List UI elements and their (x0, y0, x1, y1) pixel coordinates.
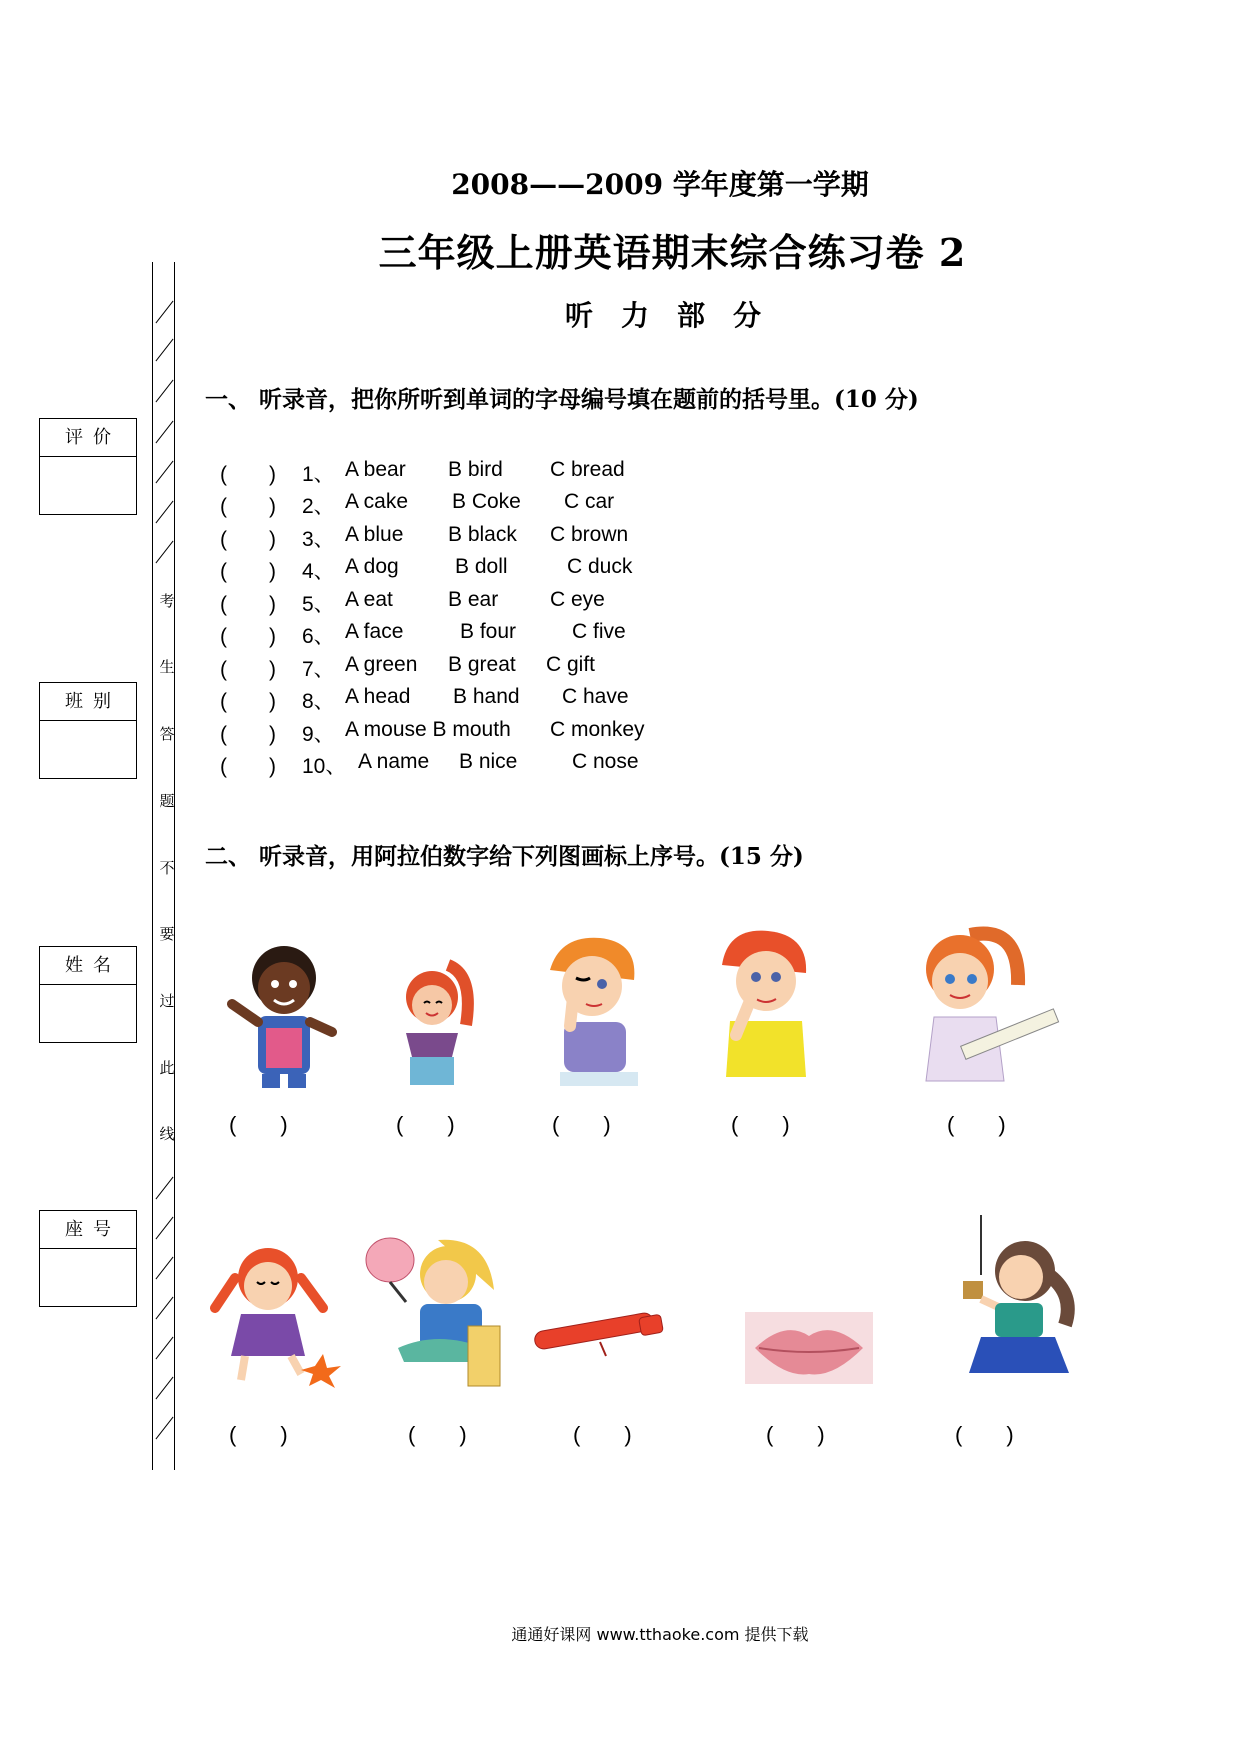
answer-blank[interactable]: ( ) (947, 1112, 1006, 1137)
name-box-field[interactable] (40, 985, 136, 1043)
margin-slash (155, 1217, 173, 1240)
option-c: C duck (567, 555, 633, 578)
margin-note-char: 要 (159, 925, 175, 943)
answer-blank[interactable]: ( ) (396, 1112, 455, 1137)
score-box-field[interactable] (40, 457, 136, 515)
item-number: 5、 (302, 593, 335, 616)
margin-slash (155, 1377, 173, 1400)
margin-slash (155, 541, 173, 564)
lips-picture (745, 1312, 873, 1384)
option-b: B great (448, 653, 516, 676)
list-item (220, 718, 920, 748)
answer-blank[interactable]: ( ) (552, 1112, 611, 1137)
option-b: B nice (459, 750, 518, 773)
answer-blank[interactable]: ( ) (220, 560, 276, 583)
red-pen-picture (530, 1310, 670, 1360)
option-c: C brown (550, 523, 629, 546)
answer-blank[interactable]: ( ) (220, 755, 276, 778)
girl-holding-shirt-picture (382, 955, 482, 1090)
margin-note-char: 此 (159, 1059, 175, 1077)
margin-slash (155, 1257, 173, 1280)
list-item (220, 750, 920, 780)
list-item (220, 685, 920, 715)
margin-slash (155, 1177, 173, 1200)
question1-heading: 一、 听录音，把你所听到单词的字母编号填在题前的括号里。(10 分) (205, 386, 919, 413)
answer-blank[interactable]: ( ) (220, 495, 276, 518)
list-item (220, 490, 920, 520)
margin-slash (155, 1417, 173, 1440)
option-c: C have (562, 685, 629, 708)
option-a: A head (345, 685, 411, 708)
answer-blank[interactable]: ( ) (766, 1422, 825, 1447)
answer-blank[interactable]: ( ) (220, 658, 276, 681)
margin-note-char: 题 (159, 792, 175, 810)
option-a: A face (345, 620, 404, 643)
list-item (220, 523, 920, 553)
item-number: 9、 (302, 723, 335, 746)
boy-rubbing-eye-picture (530, 930, 650, 1090)
answer-blank[interactable]: ( ) (573, 1422, 632, 1447)
answer-blank[interactable]: ( ) (220, 593, 276, 616)
option-b: B four (460, 620, 517, 643)
margin-line-left (152, 262, 153, 1470)
option-a: A bear (345, 458, 406, 481)
option-c: C eye (550, 588, 605, 611)
option-b: B Coke (452, 490, 521, 513)
item-number: 1、 (302, 463, 335, 486)
class-box (39, 682, 137, 779)
option-c: C five (572, 620, 626, 643)
margin-slash (155, 339, 173, 362)
option-a: A mouse B mouth (345, 718, 511, 741)
margin-slash (155, 501, 173, 524)
item-number: 3、 (302, 528, 335, 551)
score-box-label: 评价 (40, 419, 136, 457)
margin-slash (155, 421, 173, 444)
option-a: A cake (345, 490, 409, 513)
margin-note-char: 考 (159, 592, 175, 610)
option-a: A dog (345, 555, 399, 578)
question2-heading: 二、 听录音，用阿拉伯数字给下列图画标上序号。(15 分) (205, 843, 804, 870)
margin-note-char: 生 (159, 658, 175, 676)
option-a: A green (345, 653, 418, 676)
margin-slash (155, 1337, 173, 1360)
option-c: C nose (572, 750, 639, 773)
option-b: B hand (453, 685, 520, 708)
class-box-label: 班别 (40, 683, 136, 721)
girl-stamping-foot-picture (205, 1238, 345, 1388)
margin-note-char: 答 (159, 725, 175, 743)
margin-slash (155, 1297, 173, 1320)
answer-blank[interactable]: ( ) (731, 1112, 790, 1137)
section-title: 听力部分 (565, 299, 790, 332)
margin-note-char: 过 (159, 992, 175, 1010)
footer-text: 通通好课网 www.tthaoke.com 提供下载 (511, 1625, 809, 1644)
score-box (39, 418, 137, 515)
option-c: C bread (550, 458, 625, 481)
margin-slash (155, 380, 173, 403)
seat-box-field[interactable] (40, 1249, 136, 1307)
option-c: C car (564, 490, 615, 513)
option-b: B black (448, 523, 517, 546)
girl-with-fan-on-chair-picture (358, 1230, 518, 1390)
list-item (220, 555, 920, 585)
class-box-field[interactable] (40, 721, 136, 779)
item-number: 8、 (302, 690, 335, 713)
answer-blank[interactable]: ( ) (220, 690, 276, 713)
option-b: B doll (455, 555, 508, 578)
margin-note-char: 线 (159, 1125, 175, 1143)
answer-blank[interactable]: ( ) (229, 1112, 288, 1137)
answer-blank[interactable]: ( ) (220, 463, 276, 486)
option-b: B bird (448, 458, 503, 481)
item-number: 10、 (302, 755, 347, 778)
year-heading: 2008——2009 学年度第一学期 (451, 168, 869, 201)
option-a: A blue (345, 523, 404, 546)
boy-touching-nose-picture (710, 925, 820, 1085)
answer-blank[interactable]: ( ) (220, 723, 276, 746)
option-c: C monkey (550, 718, 645, 741)
girl-holding-ruler-picture (900, 925, 1070, 1085)
margin-slash (155, 301, 173, 324)
item-number: 7、 (302, 658, 335, 681)
boy-snapping-fingers-picture (222, 940, 348, 1090)
name-box (39, 946, 137, 1043)
item-number: 6、 (302, 625, 335, 648)
margin-slash (155, 461, 173, 484)
option-c: C gift (546, 653, 596, 676)
answer-blank[interactable]: ( ) (229, 1422, 288, 1447)
option-a: A name (358, 750, 430, 773)
answer-blank[interactable]: ( ) (408, 1422, 467, 1447)
item-number: 2、 (302, 495, 335, 518)
answer-blank[interactable]: ( ) (220, 625, 276, 648)
answer-blank[interactable]: ( ) (955, 1422, 1014, 1447)
list-item (220, 588, 920, 618)
list-item (220, 653, 920, 683)
name-box-label: 姓名 (40, 947, 136, 985)
answer-blank[interactable]: ( ) (220, 528, 276, 551)
seat-box-label: 座号 (40, 1211, 136, 1249)
option-b: B ear (448, 588, 499, 611)
seat-box (39, 1210, 137, 1307)
option-a: A eat (345, 588, 393, 611)
girl-flying-kite-picture (925, 1215, 1085, 1385)
list-item (220, 620, 920, 650)
page-title: 三年级上册英语期末综合练习卷 2 (378, 230, 967, 275)
list-item (220, 458, 920, 488)
item-number: 4、 (302, 560, 335, 583)
margin-note-char: 不 (159, 859, 175, 877)
